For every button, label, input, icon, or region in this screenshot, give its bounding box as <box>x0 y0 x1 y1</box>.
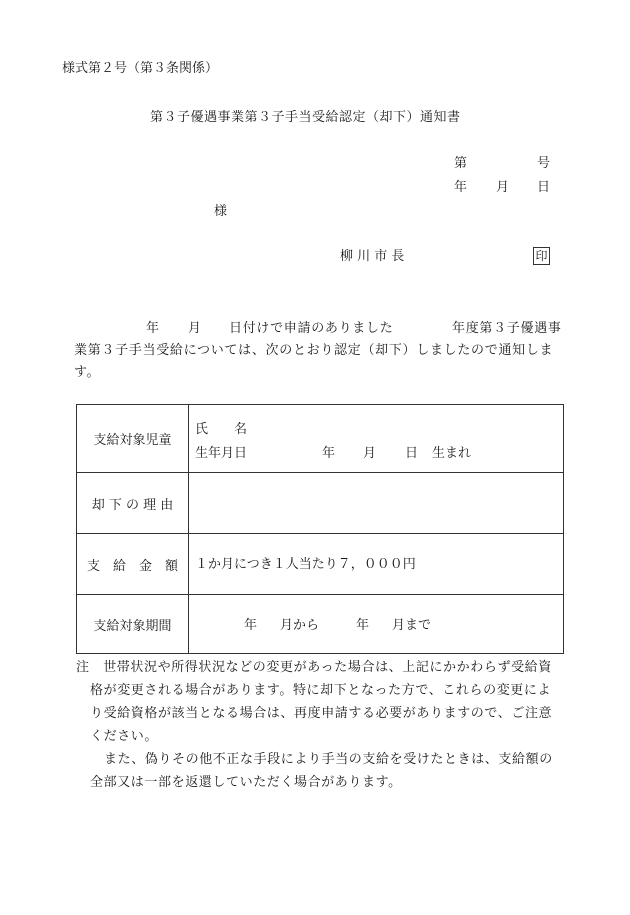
row-amount-header: 支 給 金 額 <box>77 534 189 594</box>
date-day: 日 <box>537 180 551 195</box>
row-child-header: 支給対象児童 <box>77 405 189 472</box>
period-from-year: 年 <box>244 618 258 633</box>
row-amount <box>77 533 563 594</box>
birth-day: 日 <box>405 446 419 461</box>
birth-month: 月 <box>363 446 377 461</box>
notice-paragraph <box>74 318 574 384</box>
note-line-2: 格が変更される場合があります。特に却下となった方で、これらの変更によ <box>90 683 552 698</box>
notes <box>76 657 576 795</box>
period-to-month: 月まで <box>392 618 432 633</box>
birth-suffix: 生まれ <box>432 446 472 461</box>
date-month: 月 <box>496 180 510 195</box>
form-number: 様式第２号（第３条関係） <box>62 61 219 76</box>
note-line-3: り受給資格が該当となる場合は、再度申請する必要がありますので、ご注意 <box>90 706 553 721</box>
row-period-body <box>189 595 563 654</box>
note-line-1: 注 世帯状況や所得状況などの変更があった場合は、上記にかかわらず受給資 <box>76 660 552 675</box>
doc-number-suffix: 号 <box>537 156 551 171</box>
applied-year: 年 <box>146 321 160 336</box>
row-period <box>77 594 563 654</box>
date-year: 年 <box>454 180 468 195</box>
paragraph-line-2: 業第３子手当受給については、次のとおり認定（却下）しましたので通知しま <box>74 343 554 358</box>
row-rejection <box>77 472 563 533</box>
period-from-month: 月から <box>280 618 320 633</box>
name-label: 氏 名 <box>195 422 248 437</box>
period-to-year: 年 <box>356 618 370 633</box>
birthdate-label: 生年月日 <box>195 446 248 461</box>
document-title: 第３子優遇事業第３子手当受給認定（却下）通知書 <box>150 110 461 125</box>
birth-year: 年 <box>322 446 336 461</box>
row-amount-body <box>189 534 563 594</box>
row-child <box>77 405 563 472</box>
note-line-5: また、偽りその他不正な手段により手当の支給を受けたときは、支給額の <box>104 752 553 767</box>
note-line-6: 全部又は一部を返還していただく場合があります。 <box>90 775 402 790</box>
paragraph-line-1 <box>74 318 574 340</box>
paragraph-line-3: す。 <box>74 365 101 380</box>
row-rejection-body <box>189 473 563 533</box>
issuer: 柳 川 市 長 <box>340 249 405 264</box>
recipient-suffix: 様 <box>214 204 228 219</box>
details-table <box>76 404 564 654</box>
seal-mark: 印 <box>533 247 550 265</box>
doc-number-prefix: 第 <box>454 156 468 171</box>
applied-month: 月 <box>188 321 202 336</box>
row-period-header: 支給対象期間 <box>77 595 189 654</box>
amount-value: １か月につき１人当たり７，０００円 <box>195 557 416 572</box>
row-child-body <box>189 405 563 472</box>
applied-text: 日付けで申請のありました <box>229 321 394 336</box>
row-rejection-header: 却 下 の 理 由 <box>77 473 189 533</box>
fiscal-year-text: 年度第３子優遇事 <box>452 321 562 336</box>
note-line-4: ください。 <box>90 729 159 744</box>
